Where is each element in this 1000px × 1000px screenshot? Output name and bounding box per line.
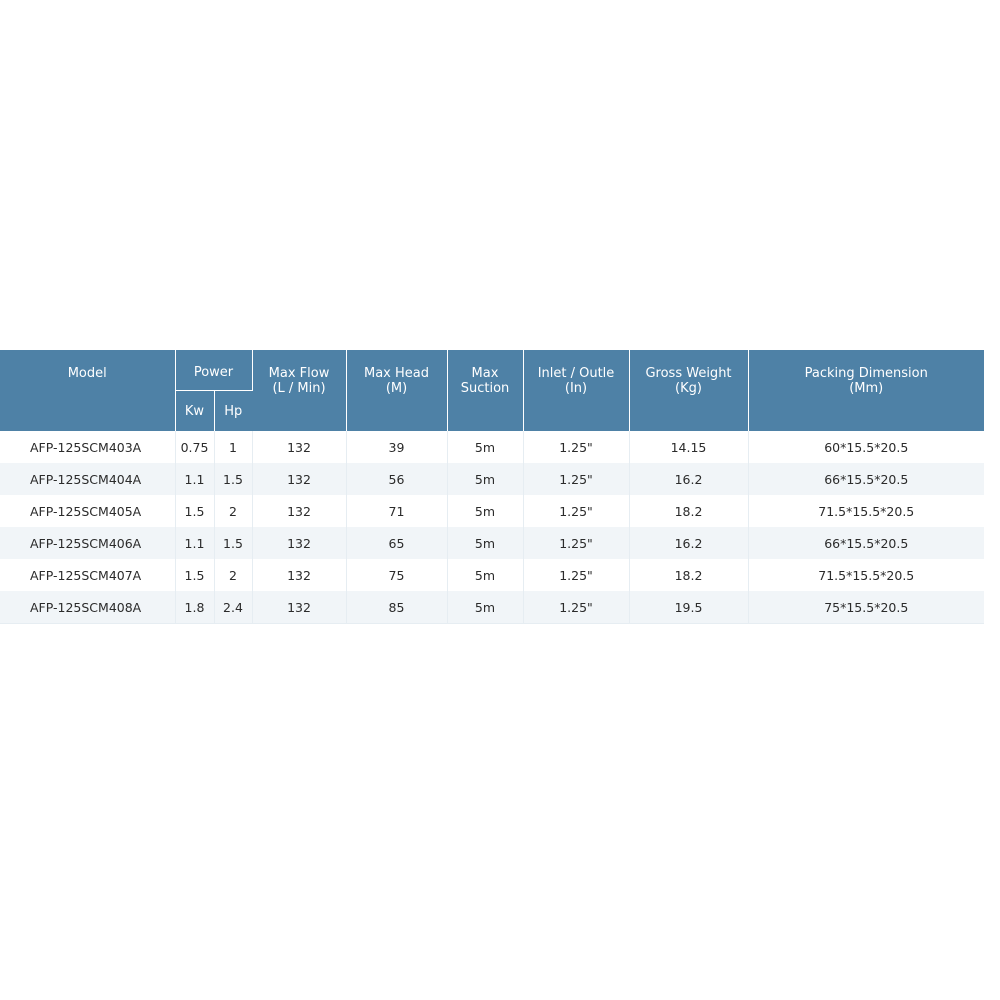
cell-max-head: 85 <box>346 591 447 624</box>
cell-max-suction: 5m <box>447 591 523 624</box>
cell-inlet-outlet: 1.25" <box>523 431 629 463</box>
table-body <box>0 431 984 624</box>
cell-model: AFP-125SCM406A <box>0 527 175 559</box>
cell-hp: 1 <box>214 431 252 463</box>
cell-hp: 2.4 <box>214 591 252 624</box>
table-row <box>0 559 984 591</box>
cell-inlet-outlet: 1.25" <box>523 495 629 527</box>
cell-max-flow: 132 <box>252 591 346 624</box>
cell-model: AFP-125SCM404A <box>0 463 175 495</box>
cell-max-flow: 132 <box>252 463 346 495</box>
cell-gross-weight: 19.5 <box>629 591 748 624</box>
table-row <box>0 431 984 463</box>
cell-packing-dimension: 60*15.5*20.5 <box>824 439 909 455</box>
header-kw: Kw <box>175 391 214 432</box>
cell-max-head: 39 <box>346 431 447 463</box>
cell-max-suction: 5m <box>447 431 523 463</box>
cell-gross-weight: 18.2 <box>629 495 748 527</box>
cell-model: AFP-125SCM407A <box>0 559 175 591</box>
cell-max-head: 56 <box>346 463 447 495</box>
cell-hp: 2 <box>214 559 252 591</box>
cell-max-flow: 132 <box>252 559 346 591</box>
cell-max-flow: 132 <box>252 527 346 559</box>
header-model: Model <box>0 350 175 431</box>
table-row <box>0 527 984 559</box>
cell-max-head: 71 <box>346 495 447 527</box>
cell-model: AFP-125SCM403A <box>0 431 175 463</box>
header-inlet-outlet: Inlet / Outle (In) <box>523 350 629 431</box>
cell-hp: 1.5 <box>214 527 252 559</box>
cell-inlet-outlet: 1.25" <box>523 527 629 559</box>
spec-table <box>0 350 984 624</box>
cell-max-suction: 5m <box>447 559 523 591</box>
cell-gross-weight: 16.2 <box>629 463 748 495</box>
cell-gross-weight: 18.2 <box>629 559 748 591</box>
header-gross-weight: Gross Weight (Kg) <box>629 350 748 431</box>
table-row <box>0 591 984 624</box>
cell-model: AFP-125SCM405A <box>0 495 175 527</box>
cell-hp: 2 <box>214 495 252 527</box>
cell-max-head: 65 <box>346 527 447 559</box>
cell-max-flow: 132 <box>252 495 346 527</box>
header-max-suction: Max Suction <box>447 350 523 431</box>
cell-inlet-outlet: 1.25" <box>523 591 629 624</box>
cell-packing-dimension: 71.5*15.5*20.5 <box>818 567 915 583</box>
header-max-flow: Max Flow (L / Min) <box>252 350 346 431</box>
header-hp: Hp <box>214 391 252 432</box>
cell-max-head: 75 <box>346 559 447 591</box>
cell-model: AFP-125SCM408A <box>0 591 175 624</box>
header-max-head: Max Head (M) <box>346 350 447 431</box>
cell-kw: 1.1 <box>175 463 214 495</box>
table-row <box>0 463 984 495</box>
cell-kw: 1.5 <box>175 559 214 591</box>
cell-max-flow: 132 <box>252 431 346 463</box>
cell-kw: 1.8 <box>175 591 214 624</box>
cell-packing-dimension: 66*15.5*20.5 <box>748 463 984 495</box>
cell-kw: 0.75 <box>175 431 214 463</box>
cell-inlet-outlet: 1.25" <box>523 559 629 591</box>
cell-max-suction: 5m <box>447 463 523 495</box>
cell-max-suction: 5m <box>447 495 523 527</box>
cell-packing-dimension: 75*15.5*20.5 <box>748 591 984 624</box>
header-power: Power <box>175 350 252 391</box>
cell-gross-weight: 16.2 <box>629 527 748 559</box>
cell-packing-dimension: 66*15.5*20.5 <box>748 527 984 559</box>
table-row <box>0 495 984 527</box>
cell-inlet-outlet: 1.25" <box>523 463 629 495</box>
cell-packing-dimension: 71.5*15.5*20.5 <box>818 503 915 519</box>
cell-kw: 1.1 <box>175 527 214 559</box>
cell-gross-weight: 14.15 <box>629 431 748 463</box>
cell-kw: 1.5 <box>175 495 214 527</box>
cell-max-suction: 5m <box>447 527 523 559</box>
cell-hp: 1.5 <box>214 463 252 495</box>
header-packing-dimension: Packing Dimension (Mm) <box>748 350 984 431</box>
